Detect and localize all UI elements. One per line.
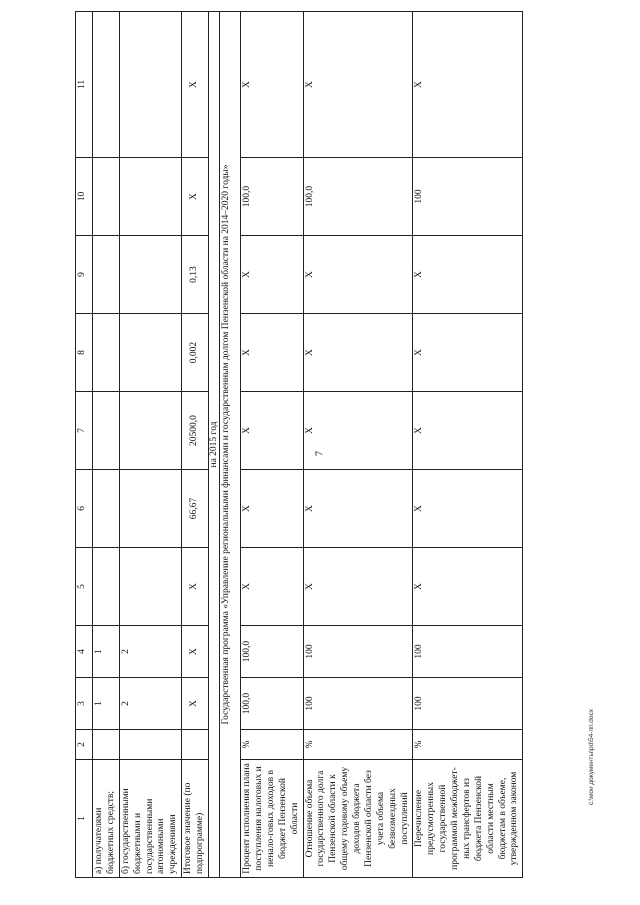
col-number: 6 <box>76 470 93 548</box>
cell <box>119 158 181 236</box>
cell: X <box>241 470 303 548</box>
col-number: 3 <box>76 678 93 730</box>
cell: X <box>303 12 413 158</box>
cell: X <box>241 12 303 158</box>
col-number: 11 <box>76 12 93 158</box>
cell: X <box>303 548 413 626</box>
table-row <box>93 12 120 878</box>
year-row <box>208 12 219 878</box>
cell: % <box>413 730 523 760</box>
row-label: Перечисление предусмотренных государственной программой межбюджет-ных трансфертов из бюджета Пензенской области местным бюджетам в объеме, утвержденном законом <box>413 760 523 878</box>
cell <box>93 158 120 236</box>
cell <box>119 470 181 548</box>
table-row <box>303 12 413 878</box>
cell: X <box>241 236 303 314</box>
cell <box>119 730 181 760</box>
cell <box>93 470 120 548</box>
program-title-row <box>220 12 241 878</box>
cell: X <box>303 470 413 548</box>
cell: 100 <box>303 626 413 678</box>
col-number: 1 <box>76 760 93 878</box>
cell <box>93 392 120 470</box>
cell: X <box>413 548 523 626</box>
cell: X <box>182 626 209 678</box>
col-number: 10 <box>76 158 93 236</box>
indicator-table <box>75 11 523 878</box>
cell: 1 <box>93 626 120 678</box>
program-title: Государственная программа «Управление региональными финансами и государственным долгом Пензенской области на 2014–2020 годы» <box>220 12 241 878</box>
cell <box>119 236 181 314</box>
table-row <box>119 12 181 878</box>
cell: X <box>303 392 413 470</box>
cell: X <box>182 12 209 158</box>
col-number: 4 <box>76 626 93 678</box>
cell: X <box>182 678 209 730</box>
cell: 100 <box>413 158 523 236</box>
cell: X <box>413 236 523 314</box>
cell: % <box>241 730 303 760</box>
cell <box>119 314 181 392</box>
cell: 2 <box>119 626 181 678</box>
cell <box>93 236 120 314</box>
cell: 100,0 <box>303 158 413 236</box>
cell: % <box>303 730 413 760</box>
col-number: 9 <box>76 236 93 314</box>
cell <box>93 548 120 626</box>
cell: X <box>413 314 523 392</box>
cell: 0,002 <box>182 314 209 392</box>
cell: 100 <box>413 626 523 678</box>
cell <box>119 548 181 626</box>
cell: X <box>241 314 303 392</box>
footer-file-path: c:\мои документы\pd\54-пп.docx <box>588 708 595 805</box>
col-number: 2 <box>76 730 93 760</box>
cell <box>93 12 120 158</box>
cell: 100 <box>413 678 523 730</box>
col-number: 7 <box>76 392 93 470</box>
row-label: а) получателями бюджетных средств; <box>93 760 120 878</box>
cell: 100,0 <box>241 158 303 236</box>
cell: X <box>413 392 523 470</box>
cell: 66,67 <box>182 470 209 548</box>
cell <box>182 730 209 760</box>
cell: X <box>303 314 413 392</box>
table-row <box>413 12 523 878</box>
cell: 100,0 <box>241 678 303 730</box>
cell: 1 <box>93 678 120 730</box>
cell <box>93 730 120 760</box>
table-row <box>241 12 303 878</box>
cell <box>119 12 181 158</box>
cell: 2 <box>119 678 181 730</box>
cell: X <box>413 470 523 548</box>
cell: X <box>182 548 209 626</box>
cell: X <box>413 12 523 158</box>
cell: 100,0 <box>241 626 303 678</box>
cell: 0,13 <box>182 236 209 314</box>
col-number: 5 <box>76 548 93 626</box>
cell: X <box>303 236 413 314</box>
cell: X <box>241 392 303 470</box>
page-number: 7 <box>314 451 326 456</box>
total-row <box>182 12 209 878</box>
cell: 20500,0 <box>182 392 209 470</box>
cell: X <box>182 158 209 236</box>
col-number: 8 <box>76 314 93 392</box>
cell <box>93 314 120 392</box>
cell: X <box>241 548 303 626</box>
row-label: Процент исполнения плана поступления налоговых и ненало-говых доходов в бюджет Пензенской области <box>241 760 303 878</box>
cell <box>119 392 181 470</box>
row-label: Итоговое значение (по подпрограмме) <box>182 760 209 878</box>
row-label: Отношение объема государственного долга Пензенской области к общему годовому объему доходов бюджета Пензенской области без учета объема безвозмездных поступлений <box>303 760 413 878</box>
cell: 100 <box>303 678 413 730</box>
row-label: б) государственными бюджетными и государственными автономными учреждениями <box>119 760 181 878</box>
column-number-row <box>76 12 93 878</box>
indicator-table-container <box>75 32 580 878</box>
year-label: на 2015 год <box>208 12 219 878</box>
